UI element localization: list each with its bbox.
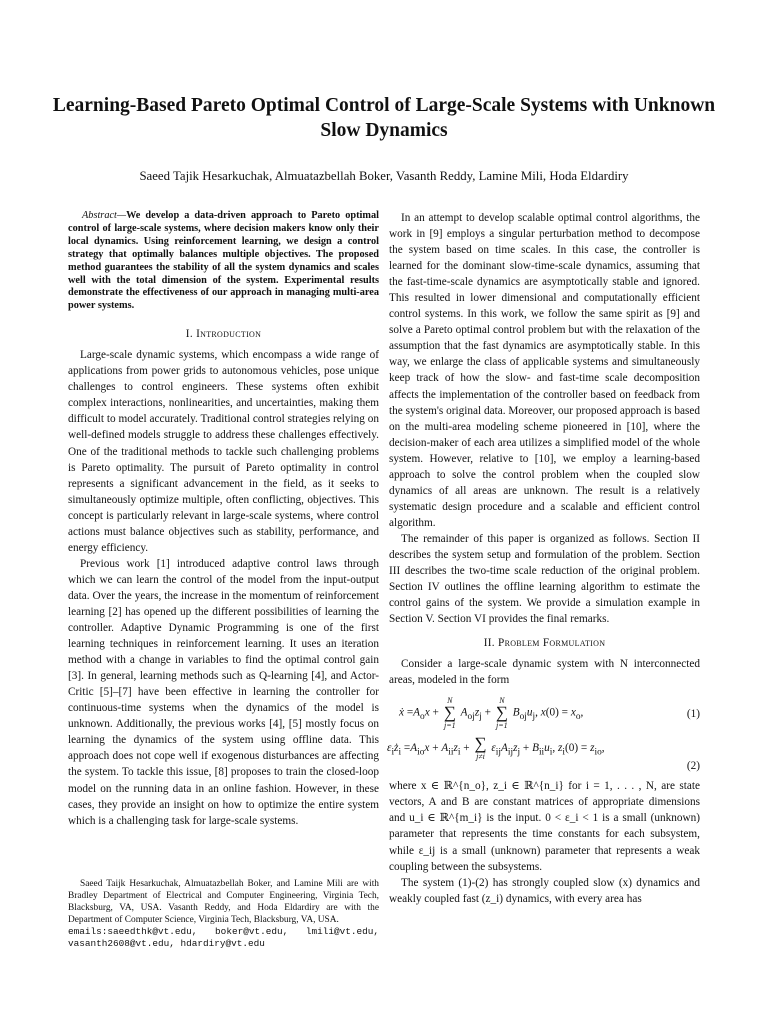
left-column bbox=[68, 210, 379, 829]
section-heading-problem-formulation: II. Problem Formulation bbox=[483, 637, 606, 650]
intro-paragraph-2: Previous work [1] introduced adaptive control laws through which we can learn the control of the model from the input-output data. Over the years, the increase in the momentum of reinforcement learning [2] has opened up the different possibilities of learning the controller. Adaptive Dynamic Programming is one of the first learning techniques in reinforcement learning. It uses an iteration method with a change in variables to find the optimal control gain [3]. In general, learning methods such as Q-learning [4], and Actor-Critic [5]–[7] have been effective in learning the controller for continuous-time systems when the dynamics of the model is unknown. Additionally, the previous works [4], [5] mostly focus on learning the dynamics of the system using offline data. This approach does not cope well if exogenous disturbances are affecting the system. To tackle this issue, [8] proposes to train the closed-loop model on the running data in an online fashion. However, in these cases, they provide an insight on how to optimize the entire system which is a challenging task for large-scale systems. bbox=[68, 557, 379, 827]
intro-paragraph-1: Large-scale dynamic systems, which encompass a wide range of applications from power grids to autonomous vehicles, pose unique challenges to control engineers. These systems often exhibit complex interactions, nonlinearities, and uncertainties, making them difficult to model accurately. Traditional control strategies relying on well-defined models struggle to address these challenges effectively. One of the traditional methods to tackle such challenging problems is Pareto optimality. The pursuit of Pareto optimality in control represents a significant advancement in the field, as it seeks to simultaneously optimize multiple, often conflicting, objectives. This concept is particularly relevant in large-scale systems, where control actions must balance objectives such as stability, performance, and energy efficiency. bbox=[68, 349, 379, 554]
intro-paragraph-3: In an attempt to develop scalable optimal control algorithms, the work in [9] employs a singular perturbation method to decompose the system based on time scales. In this case, the controller is learned for the dominant slow-time-scale dynamics, assuming that the fast-time-scale dynamics are asymptotically stable and ignored. This resulted in lower dimensional and computationally efficient control systems. In this work, we follow the same spirit as [9] and solve a Pareto optimal control problem but with the relaxation of the assumption that the fast dynamics are asymptotically stable. In this way, we enlarge the class of applicable systems and simultaneously keep track of how the slow- and fast-time scale decomposition affects the implementation of the controller based on feedback from the system's original data. Moreover, our proposed approach is based on the multi-area modeling scheme pioneered in [10], where the decision-maker of each area utilizes a simplified model of the whole system. However, relative to [10], we employ a learning-based approach to solve the control problem when the coupled slow dynamics of all areas are unknown. The result is a relatively systematic design procedure and a scalable and efficient control algorithm. bbox=[389, 212, 700, 529]
problem-intro: Consider a large-scale dynamic system with N interconnected areas, modeled in the form bbox=[389, 658, 700, 687]
equation-1-number: (1) bbox=[686, 708, 700, 721]
paper-title: Learning-Based Pareto Optimal Control of Large-Scale Systems with Unknown Slow Dynamics bbox=[52, 95, 716, 141]
equation-2-number: (2) bbox=[686, 760, 700, 773]
abstract-text: We develop a data-driven approach to Pareto optimal control of large-scale systems, where decision makers know only their local dynamics. Using reinforcement learning, we design a control strategy that optimally balances multiple objectives. The proposed method guarantees the stability of all the system dynamics and scales well with the total dimension of the system. Experimental results demonstrate the effectiveness of our approach in managing multi-area power systems. bbox=[68, 210, 379, 312]
affiliation-footnote bbox=[68, 878, 379, 950]
equation-1: ẋ $=A_ox$ + N ∑ j=1 $A_{oj}z_j$ + N ∑ j=1 $B_{oj}u_j$, $x(0) = x_o$, bbox=[399, 696, 584, 731]
variable-definitions: where x ∈ ℝ^{n_o}, z_i ∈ ℝ^{n_i} for i = 1, . . . , N, are state vectors, A and B are constant matrices of appropriate dimensions and u_i ∈ ℝ^{m_i} is the input. 0 < ε_i < 1 is a small (unknown) parameter that represents the time constants for each subsystem, while ε_ij is a small (unknown) parameter that represents a weak coupling between the subsystems. bbox=[389, 780, 700, 873]
equation-2: $\varepsilon_iż_i =A_{io}x + A_{ii}z_i$ + ∑ j≠i $\varepsilon_{ij}A_{ij}z_j + B_{ii}u_i$, $z_i(0) = z_{io}$, bbox=[387, 734, 605, 762]
system-description: The system (1)-(2) has strongly coupled slow (x) dynamics and weakly coupled fast (z_i) dynamics, with every area has bbox=[389, 876, 700, 905]
intro-paragraph-4: The remainder of this paper is organized as follows. Section II describes the system setup and formulation of the problem. Section III describes the two-time scale reduction of the original problem. Section IV outlines the offline learning algorithm to estimate the control gains of the system. We provide a simulation example in Section V. Section VI provides the final remarks. bbox=[389, 532, 700, 626]
section-heading-introduction: I. Introduction bbox=[185, 328, 262, 341]
abstract: Abstract—We develop a data-driven approach to Pareto optimal control of large-scale systems, where decision makers know only their local dynamics. Using reinforcement learning, we design a control strategy that optimally balances multiple objectives. The proposed method guarantees the stability of all the system dynamics and scales well with the total dimension of the system. Experimental results demonstrate the effectiveness of our approach in managing multi-area power systems. bbox=[68, 210, 379, 312]
footnote-emails: emails:saeedthk@vt.edu, boker@vt.edu, lmili@vt.edu, vasanth2608@vt.edu, hdardiry@vt.edu bbox=[68, 926, 379, 949]
equation-block bbox=[389, 696, 700, 772]
abstract-label: Abstract bbox=[82, 210, 117, 221]
footnote-text: Saeed Taijk Hesarkuchak, Almuatazbellah Boker, and Lamine Mili are with Bradley Department of Electrical and Computer Engineering, Virginia Tech, Blacksburg, VA, USA. Vasanth Reddy, and Hoda Eldardiry are with the Department of Computer Science, Virginia Tech, Blacksburg, VA, USA. bbox=[68, 879, 379, 925]
author-list: Saeed Tajik Hesarkuchak, Almuatazbellah Boker, Vasanth Reddy, Lamine Mili, Hoda Eldardiry bbox=[139, 169, 629, 183]
right-column bbox=[389, 210, 700, 907]
